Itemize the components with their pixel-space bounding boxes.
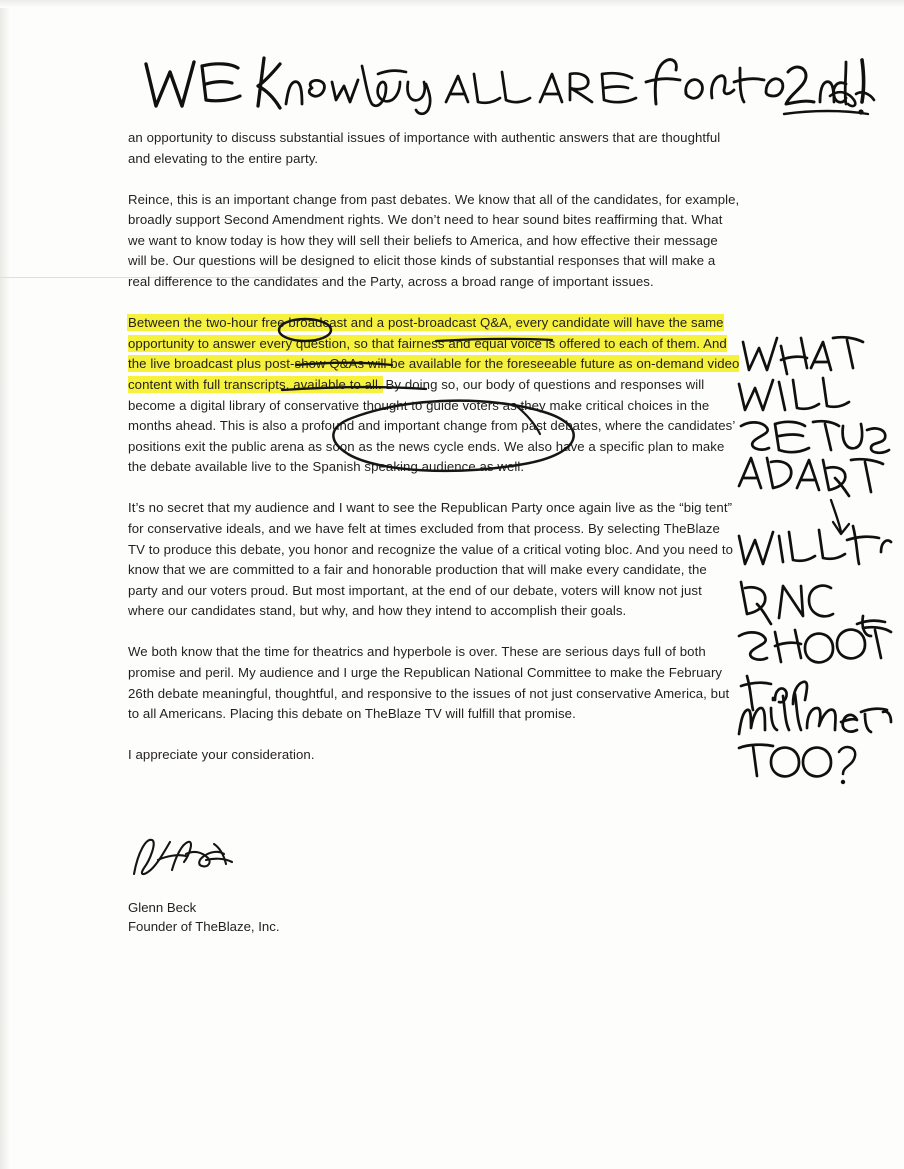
paragraph-6: I appreciate your consideration. [128, 747, 315, 763]
paragraph-1: an opportunity to discuss substantial issues of importance with authentic answers that are thoughtful and elevating to the entire party. [128, 130, 721, 166]
signer-name: Glenn Beck [128, 900, 197, 915]
highlighted-sentence: Between the two-hour free broadcast and a post-broadcast Q&A, every candidate will have the same opportunity to answer every question, so that fairness and equal voice is offered to each of them. And the live broadcast plus post-show Q&As will be available for the foreseeable future as on-demand video content with full transcripts, available to all. [128, 315, 740, 392]
letter-body [128, 128, 740, 786]
paragraph-4: It’s no secret that my audience and I want to see the Republican Party once again live as the “big tent” for conservative ideals, and we have felt at times excluded from that process. By selecting TheBlaze TV to produce this debate, you honor and recognize the value of a critical voting bloc. And you need to know that we are committed to a fair and honorable production that will make every candidate, the party and our voters proud. But most important, at the end of our debate, voters will know not just where our candidates stand, but why, and how they intend to accomplish their goals. [128, 500, 733, 619]
signature-block [128, 898, 280, 936]
paragraph-3 [128, 313, 740, 478]
handwritten-note-top [140, 48, 870, 138]
paragraph-2: Reince, this is an important change from past debates. We know that all of the candidates, for example, broadly support Second Amendment rights. We don’t need to hear sound bites reaffirming that. What we want to know today is how they will sell their beliefs to America, and how effective their message will be. Our questions will be designed to elicit those kinds of substantial responses that will make a real difference to the candidates and the Party, across a broad range of important issues. [128, 191, 740, 290]
scan-edge-shadow-left [0, 0, 10, 1169]
handwritten-note-right [735, 330, 895, 750]
scan-edge-shadow-top [0, 0, 904, 8]
handwritten-signature [128, 830, 248, 890]
paragraph-5: We both know that the time for theatrics and hyperbole is over. These are serious days full of both promise and peril. My audience and I urge the Republican National Committee to make the February 26th debate meaningful, thoughtful, and responsive to the issues of not just conservative America, but to all Americans. Placing this debate on TheBlaze TV will fulfill that promise. [128, 644, 730, 722]
signer-title: Founder of TheBlaze, Inc. [128, 919, 280, 934]
paragraph-3-continued: By doing so, our body of questions and responses will become a digital library of conservative thought to guide voters as they make critical choices in the months ahead. This is also a profound and important change from past debates, where the candidates’ positions exit the public arena as soon as the news cycle ends. We also have a specific plan to make the debate available live to the Spanish speaking audience as well. [128, 376, 735, 475]
